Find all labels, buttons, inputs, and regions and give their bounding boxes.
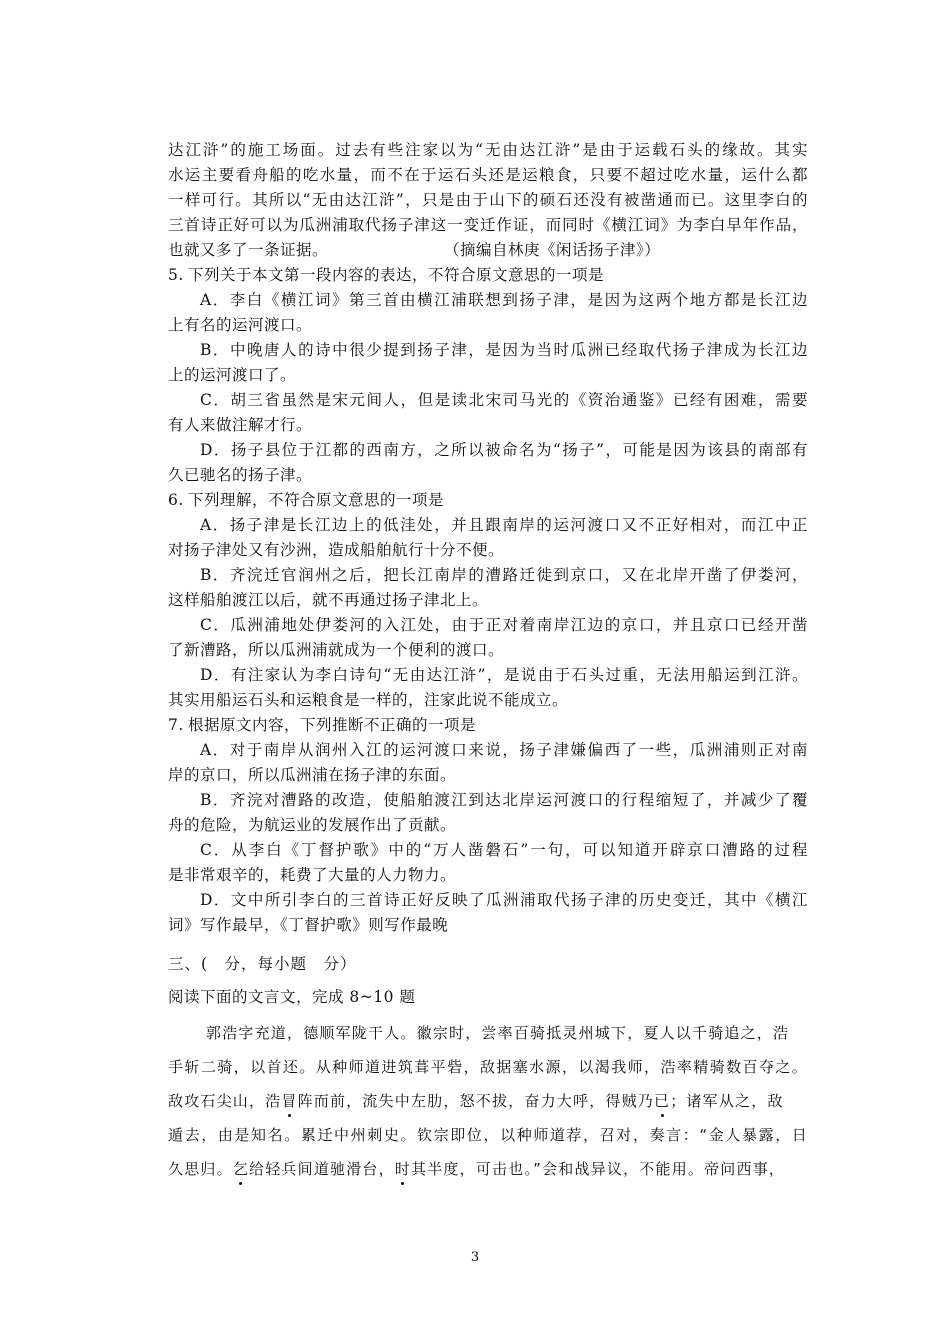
option-line: 对扬子津处又有沙洲，造成船舶航行十分不便。	[168, 541, 505, 559]
section-instruction: 阅读下面的文言文，完成 8~10 题	[168, 988, 416, 1006]
option-line: C．胡三省虽然是宋元间人，但是读北宋司马光的《资治通鉴》已经有困难，需要	[200, 391, 808, 409]
question-number: 7.	[168, 716, 184, 734]
question-5-stem	[168, 263, 808, 288]
option-line: 是非常艰辛的，耗费了大量的人力物力。	[168, 866, 457, 884]
emphasis-char: 乞	[233, 1152, 249, 1186]
text-segment: 阵而前，流失中左肋，怒不拔，奋力大呼，得贼乃	[297, 1092, 655, 1110]
option-line: C．从李白《丁督护歌》中的“万人凿磐石”一句，可以知道开辟京口漕路的过程	[200, 841, 808, 859]
option-line: D．扬子县位于江都的西南方，之所以被命名为“扬子”，可能是因为该县的南部有	[200, 441, 808, 459]
option-line: 这样船舶渡江以后，就不再通过扬子津北上。	[168, 591, 489, 609]
option-line: A．李白《横江词》第三首由横江浦联想到扬子津，是因为这两个地方都是长江边	[200, 291, 808, 309]
emphasis-char: 冒	[281, 1084, 297, 1118]
question-text: 根据原文内容，下列推断不正确的一项是	[188, 716, 477, 734]
question-number: 5.	[168, 266, 184, 284]
text-segment: 久思归。	[168, 1160, 233, 1178]
option-line: B．齐浣迁官润州之后，把长江南岸的漕路迁徙到京口，又在北岸开凿了伊娄河，	[200, 566, 808, 584]
option-line: D．有注家认为李白诗句“无由达江浒”，是说由于石头过重，无法用船运到江浒。	[200, 666, 808, 684]
option-line: 词》写作最早，《丁督护歌》则写作最晚	[168, 916, 449, 934]
page-content	[168, 138, 808, 1186]
question-6-stem	[168, 488, 808, 513]
section-gap	[168, 977, 808, 985]
option-line: 岸的京口，所以瓜洲浦在扬子津的东面。	[168, 766, 457, 784]
intro-last-text: 也就又多了一条证据。	[168, 241, 329, 259]
classical-text-line	[168, 1016, 808, 1050]
intro-line: 一样可行。其所以“无由达江浒”，只是由于山下的硕石还没有被凿通而已。这里李白的	[168, 191, 808, 209]
option-line: B．齐浣对漕路的改造，使船舶渡江到达北岸运河渡口的行程缩短了，并减少了覆	[200, 791, 808, 809]
text-segment: ；诸军从之，敌	[670, 1092, 784, 1110]
classical-text-line	[168, 1050, 808, 1084]
text-segment: 手斩二骑，以首还。从种师道进筑葺平砦，敌据塞水源，以渴我师，浩率精骑数百夺之。	[168, 1058, 808, 1076]
text-segment: 遁去，由是知名。累迁中州刺史。钦宗即位，以种师道荐，召对，奏言：“金人暴露，日	[168, 1126, 808, 1144]
question-text: 下列关于本文第一段内容的表达，不符合原文意思的一项是	[188, 266, 605, 284]
text-segment: 其半度，可击也。”会和战异议，不能用。帝问西事，	[411, 1160, 786, 1178]
option-line: 久已驰名的扬子津。	[168, 466, 313, 484]
option-line: 其实用船运石头和运粮食是一样的，注家此说不能成立。	[168, 691, 569, 709]
intro-last-line	[168, 238, 808, 263]
question-number: 6.	[168, 491, 184, 509]
option-line: A．对于南岸从润州入江的运河渡口来说，扬子津嫌偏西了一些，瓜洲浦则正对南	[200, 741, 808, 759]
option-line: C．瓜洲浦地处伊娄河的入江处，由于正对着南岸江边的京口，并且京口已经开凿	[200, 616, 808, 634]
option-line: 上有名的运河渡口。	[168, 316, 313, 334]
text-segment: 郭浩字充道，德顺军陇干人。徽宗时，尝率百骑抵灵州城下，夏人以千骑追之，浩	[206, 1024, 790, 1042]
option-line: 上的运河渡口了。	[168, 366, 297, 384]
emphasis-char: 已	[654, 1084, 670, 1118]
option-line: 有人来做注解才行。	[168, 416, 313, 434]
classical-text-line	[168, 1152, 808, 1186]
page-number: 3	[470, 1250, 480, 1265]
question-text: 下列理解，不符合原文意思的一项是	[188, 491, 445, 509]
section-title: 三、( 分，每小题 分）	[168, 955, 357, 973]
text-segment: 给轻兵间道驰滑台，	[249, 1160, 395, 1178]
text-segment: 敌攻石尖山，浩	[168, 1092, 282, 1110]
article-source: （摘编自林庚《闲话扬子津》）	[444, 241, 661, 259]
emphasis-char: 时	[395, 1152, 411, 1186]
classical-text-line	[168, 1084, 808, 1118]
option-line: 了新漕路，所以瓜洲浦就成为一个便利的渡口。	[168, 641, 505, 659]
option-line: A．扬子津是长江边上的低洼处，并且跟南岸的运河渡口又不正好相对，而江中正	[200, 516, 808, 534]
intro-line: 达江浒”的施工场面。过去有些注家以为“无由达江浒”是由于运载石头的缘故。其实	[168, 141, 808, 159]
option-line: B．中晚唐人的诗中很少提到扬子津，是因为当时瓜洲已经取代扬子津成为长江边	[200, 341, 808, 359]
option-line: D．文中所引李白的三首诗正好反映了瓜洲浦取代扬子津的历史变迁，其中《横江	[200, 891, 808, 909]
section-gap	[168, 938, 808, 952]
intro-line: 水运主要看舟船的吃水量，而不在于运石头还是运粮食，只要不超过吃水量，运什么都	[168, 166, 808, 184]
option-line: 舟的危险，为航运业的发展作出了贡献。	[168, 816, 457, 834]
intro-line: 三首诗正好可以为瓜洲浦取代扬子津这一变迁作证，而同时《横江词》为李白早年作品，	[168, 216, 808, 234]
classical-text-line	[168, 1118, 808, 1152]
question-7-stem	[168, 713, 808, 738]
